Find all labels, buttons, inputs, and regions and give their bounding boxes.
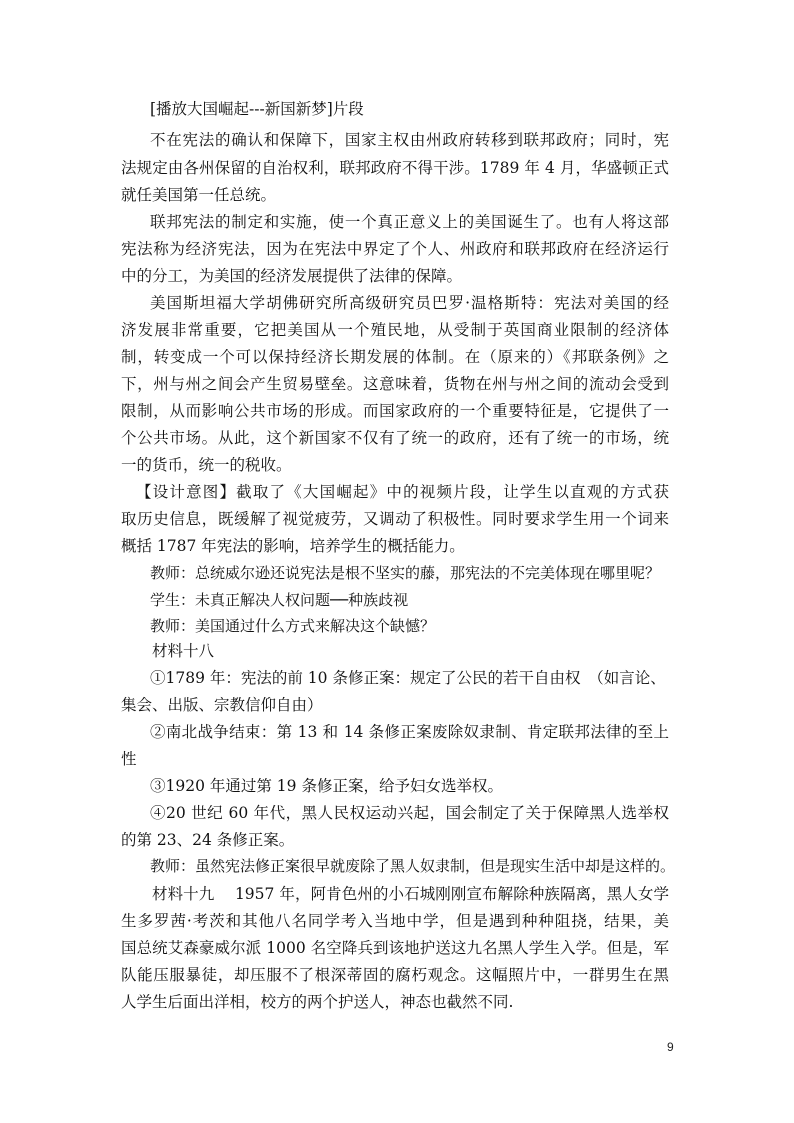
amendment-item: ③1920 年通过第 19 条修正案，给予妇女选举权。 xyxy=(150,777,503,795)
teacher-line: 教师：美国通过什么方式来解决这个缺憾？ xyxy=(150,617,436,635)
paragraph-line: 济发展非常重要，它把美国从一个殖民地，从受制于英国商业限制的经济体 xyxy=(121,321,669,339)
amendment-item: ①1789 年：宪法的前 10 条修正案：规定了公民的若干自由权 （如言论、 xyxy=(150,669,666,687)
paragraph-line: 联邦宪法的制定和实施，使一个真正意义上的美国诞生了。也有人将这部 xyxy=(150,213,669,231)
amendment-item: 集会、出版、宗教信仰自由） xyxy=(121,696,323,714)
video-segment-heading: [播放大国崛起---新国新梦]片段 xyxy=(150,100,364,118)
paragraph-line: 一的货币，统一的税收。 xyxy=(121,456,292,474)
amendment-item: ②南北战争结束：第 13 和 14 条修正案废除奴隶制、肯定联邦法律的至上 xyxy=(150,723,669,741)
paragraph-line: 就任美国第一任总统。 xyxy=(121,186,277,204)
paragraph-line: 不在宪法的确认和保障下，国家主权由州政府转移到联邦政府；同时，宪 xyxy=(150,131,669,149)
teacher-line: 教师：虽然宪法修正案很早就废除了黑人奴隶制，但是现实生活中却是这样的。 xyxy=(150,857,676,875)
material-19-line: 材料十九 1957 年，阿肯色州的小石城刚刚宣布解除种族隔离，黑人女学 xyxy=(152,885,669,903)
paragraph-line: 宪法称为经济宪法，因为在宪法中界定了个人、州政府和联邦政府在经济运行 xyxy=(121,240,669,258)
page-number: 9 xyxy=(667,1040,674,1054)
paragraph-line: 中的分工，为美国的经济发展提供了法律的保障。 xyxy=(121,267,463,285)
paragraph-line: 法规定由各州保留的自治权利，联邦政府不得干涉。1789 年 4 月，华盛顿正式 xyxy=(121,159,669,177)
amendment-item: ④20 世纪 60 年代，黑人民权运动兴起，国会制定了关于保障黑人选举权 xyxy=(150,804,669,822)
amendment-item: 性 xyxy=(121,750,137,768)
student-line: 学生：未真正解决人权问题──种族歧视 xyxy=(150,591,409,609)
paragraph-line: 下，州与州之间会产生贸易壁垒。这意味着，货物在州与州之间的流动会受到 xyxy=(121,375,669,393)
amendment-item: 的第 23、24 条修正案。 xyxy=(121,831,295,849)
design-intent-line: 概括 1787 年宪法的影响，培养学生的概括能力。 xyxy=(121,537,465,555)
material-19-line: 国总统艾森豪威尔派 1000 名空降兵到该地护送这九名黑人学生入学。但是，军 xyxy=(121,939,669,957)
teacher-line: 教师：总统威尔逊还说宪法是根不坚实的藤，那宪法的不完美体现在哪里呢？ xyxy=(150,564,661,582)
paragraph-line: 限制，从而影响公共市场的形成。而国家政府的一个重要特征是，它提供了一 xyxy=(121,402,669,420)
material-19-line: 队能压服暴徒，却压服不了根深蒂固的腐朽观念。这幅照片中，一群男生在黑 xyxy=(121,966,669,984)
paragraph-line: 美国斯坦福大学胡佛研究所高级研究员巴罗·温格斯特：宪法对美国的经 xyxy=(150,294,669,312)
design-intent-line: 取历史信息，既缓解了视觉疲劳，又调动了积极性。同时要求学生用一个词来 xyxy=(121,510,669,528)
paragraph-line: 个公共市场。从此，这个新国家不仅有了统一的政府，还有了统一的市场，统 xyxy=(121,429,669,447)
material-18-heading: 材料十八 xyxy=(152,642,215,660)
paragraph-line: 制，转变成一个可以保持经济长期发展的体制。在（原来的）《邦联条例》之 xyxy=(121,348,669,366)
material-19-line: 人学生后面出洋相，校方的两个护送人，神态也截然不同. xyxy=(121,993,514,1011)
design-intent-line: 【设计意图】截取了《大国崛起》中的视频片段，让学生以直观的方式获 xyxy=(136,483,669,501)
material-19-line: 生多罗茜·考茨和其他八名同学考入当地中学，但是遇到种种阻挠，结果，美 xyxy=(121,912,669,930)
